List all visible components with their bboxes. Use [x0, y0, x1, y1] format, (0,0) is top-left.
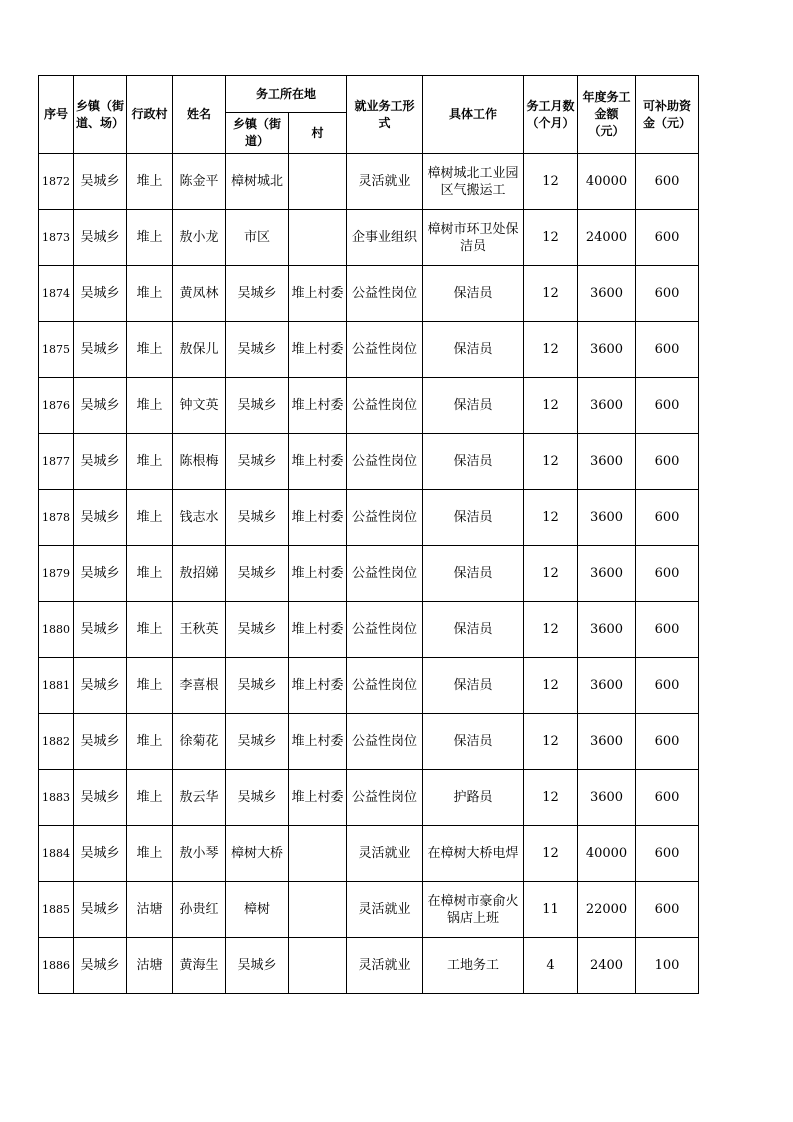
- months-cell: 12: [524, 378, 578, 434]
- job-cell: 保洁员: [423, 490, 524, 546]
- table-row: [39, 602, 699, 658]
- township-cell: 吴城乡: [74, 490, 127, 546]
- header-employment-type: 就业务工形式: [347, 76, 423, 154]
- loc-village-cell: [289, 938, 347, 994]
- annual-income-cell: 3600: [578, 490, 636, 546]
- loc-village-cell: 堆上村委: [289, 378, 347, 434]
- subsidy-cell: 600: [636, 714, 699, 770]
- months-cell: 12: [524, 714, 578, 770]
- loc-township-cell: 吴城乡: [226, 938, 289, 994]
- employment-type-cell: 公益性岗位: [347, 546, 423, 602]
- loc-township-cell: 吴城乡: [226, 266, 289, 322]
- village-cell: 堆上: [127, 826, 173, 882]
- name-cell: 徐菊花: [173, 714, 226, 770]
- table-row: [39, 210, 699, 266]
- village-cell: 堆上: [127, 602, 173, 658]
- subsidy-cell: 600: [636, 546, 699, 602]
- subsidy-cell: 600: [636, 490, 699, 546]
- loc-village-cell: 堆上村委: [289, 434, 347, 490]
- seq-cell: 1873: [39, 210, 74, 266]
- loc-village-cell: 堆上村委: [289, 322, 347, 378]
- seq-cell: 1872: [39, 154, 74, 210]
- loc-township-cell: 吴城乡: [226, 658, 289, 714]
- employment-type-cell: 灵活就业: [347, 938, 423, 994]
- subsidy-cell: 600: [636, 322, 699, 378]
- name-cell: 钱志水: [173, 490, 226, 546]
- annual-income-cell: 3600: [578, 322, 636, 378]
- village-cell: 堆上: [127, 154, 173, 210]
- annual-income-cell: 3600: [578, 434, 636, 490]
- subsidy-cell: 600: [636, 882, 699, 938]
- employment-type-cell: 公益性岗位: [347, 602, 423, 658]
- village-cell: 堆上: [127, 490, 173, 546]
- village-cell: 堆上: [127, 378, 173, 434]
- name-cell: 敖小龙: [173, 210, 226, 266]
- months-cell: 12: [524, 658, 578, 714]
- subsidy-cell: 600: [636, 266, 699, 322]
- annual-income-cell: 2400: [578, 938, 636, 994]
- subsidy-cell: 100: [636, 938, 699, 994]
- township-cell: 吴城乡: [74, 154, 127, 210]
- table-body: [39, 154, 699, 994]
- township-cell: 吴城乡: [74, 602, 127, 658]
- subsidy-cell: 600: [636, 434, 699, 490]
- village-cell: 堆上: [127, 770, 173, 826]
- annual-income-cell: 3600: [578, 770, 636, 826]
- job-cell: 保洁员: [423, 546, 524, 602]
- seq-cell: 1883: [39, 770, 74, 826]
- job-cell: 保洁员: [423, 658, 524, 714]
- loc-village-cell: 堆上村委: [289, 490, 347, 546]
- loc-village-cell: 堆上村委: [289, 770, 347, 826]
- village-cell: 堆上: [127, 322, 173, 378]
- months-cell: 12: [524, 434, 578, 490]
- header-township: 乡镇（街道、场）: [74, 76, 127, 154]
- table-row: [39, 266, 699, 322]
- name-cell: 王秋英: [173, 602, 226, 658]
- seq-cell: 1884: [39, 826, 74, 882]
- header-loc-village: 村: [289, 113, 347, 154]
- annual-income-cell: 40000: [578, 154, 636, 210]
- seq-cell: 1881: [39, 658, 74, 714]
- months-cell: 12: [524, 826, 578, 882]
- loc-village-cell: [289, 882, 347, 938]
- months-cell: 12: [524, 602, 578, 658]
- employment-type-cell: 公益性岗位: [347, 490, 423, 546]
- header-months: 务工月数（个月）: [524, 76, 578, 154]
- seq-cell: 1885: [39, 882, 74, 938]
- seq-cell: 1878: [39, 490, 74, 546]
- table-row: [39, 154, 699, 210]
- township-cell: 吴城乡: [74, 714, 127, 770]
- job-cell: 樟树市环卫处保洁员: [423, 210, 524, 266]
- months-cell: 12: [524, 770, 578, 826]
- table-row: [39, 938, 699, 994]
- loc-township-cell: 吴城乡: [226, 434, 289, 490]
- subsidy-cell: 600: [636, 378, 699, 434]
- header-village: 行政村: [127, 76, 173, 154]
- name-cell: 孙贵红: [173, 882, 226, 938]
- seq-cell: 1880: [39, 602, 74, 658]
- village-cell: 堆上: [127, 546, 173, 602]
- table-row: [39, 378, 699, 434]
- employment-type-cell: 公益性岗位: [347, 378, 423, 434]
- annual-income-cell: 3600: [578, 546, 636, 602]
- seq-cell: 1876: [39, 378, 74, 434]
- village-cell: 沽塘: [127, 882, 173, 938]
- township-cell: 吴城乡: [74, 266, 127, 322]
- job-cell: 护路员: [423, 770, 524, 826]
- table-row: [39, 658, 699, 714]
- annual-income-cell: 3600: [578, 714, 636, 770]
- annual-income-cell: 3600: [578, 266, 636, 322]
- township-cell: 吴城乡: [74, 434, 127, 490]
- months-cell: 4: [524, 938, 578, 994]
- employment-type-cell: 公益性岗位: [347, 658, 423, 714]
- job-cell: 保洁员: [423, 602, 524, 658]
- seq-cell: 1882: [39, 714, 74, 770]
- months-cell: 12: [524, 210, 578, 266]
- job-cell: 在樟树大桥电焊: [423, 826, 524, 882]
- loc-township-cell: 樟树城北: [226, 154, 289, 210]
- loc-village-cell: [289, 154, 347, 210]
- seq-cell: 1875: [39, 322, 74, 378]
- seq-cell: 1886: [39, 938, 74, 994]
- job-cell: 在樟树市豪俞火锅店上班: [423, 882, 524, 938]
- months-cell: 12: [524, 490, 578, 546]
- village-cell: 沽塘: [127, 938, 173, 994]
- job-cell: 工地务工: [423, 938, 524, 994]
- name-cell: 敖云华: [173, 770, 226, 826]
- township-cell: 吴城乡: [74, 826, 127, 882]
- employment-table: [38, 75, 699, 994]
- table-row: [39, 714, 699, 770]
- name-cell: 陈根梅: [173, 434, 226, 490]
- employment-type-cell: 灵活就业: [347, 154, 423, 210]
- village-cell: 堆上: [127, 266, 173, 322]
- loc-township-cell: 樟树: [226, 882, 289, 938]
- loc-township-cell: 吴城乡: [226, 378, 289, 434]
- employment-type-cell: 公益性岗位: [347, 434, 423, 490]
- header-job: 具体工作: [423, 76, 524, 154]
- loc-township-cell: 吴城乡: [226, 770, 289, 826]
- name-cell: 黄海生: [173, 938, 226, 994]
- village-cell: 堆上: [127, 434, 173, 490]
- name-cell: 李喜根: [173, 658, 226, 714]
- annual-income-cell: 40000: [578, 826, 636, 882]
- employment-type-cell: 公益性岗位: [347, 714, 423, 770]
- loc-township-cell: 吴城乡: [226, 602, 289, 658]
- township-cell: 吴城乡: [74, 770, 127, 826]
- loc-village-cell: [289, 826, 347, 882]
- annual-income-cell: 3600: [578, 378, 636, 434]
- annual-income-cell: 3600: [578, 602, 636, 658]
- subsidy-cell: 600: [636, 154, 699, 210]
- seq-cell: 1879: [39, 546, 74, 602]
- name-cell: 敖保儿: [173, 322, 226, 378]
- months-cell: 12: [524, 266, 578, 322]
- township-cell: 吴城乡: [74, 378, 127, 434]
- name-cell: 敖小琴: [173, 826, 226, 882]
- township-cell: 吴城乡: [74, 938, 127, 994]
- table-row: [39, 826, 699, 882]
- employment-type-cell: 灵活就业: [347, 826, 423, 882]
- job-cell: 保洁员: [423, 266, 524, 322]
- loc-township-cell: 吴城乡: [226, 322, 289, 378]
- job-cell: 保洁员: [423, 714, 524, 770]
- seq-cell: 1877: [39, 434, 74, 490]
- loc-township-cell: 吴城乡: [226, 490, 289, 546]
- township-cell: 吴城乡: [74, 322, 127, 378]
- job-cell: 樟树城北工业园区气搬运工: [423, 154, 524, 210]
- township-cell: 吴城乡: [74, 210, 127, 266]
- loc-village-cell: 堆上村委: [289, 714, 347, 770]
- village-cell: 堆上: [127, 714, 173, 770]
- job-cell: 保洁员: [423, 434, 524, 490]
- months-cell: 12: [524, 154, 578, 210]
- header-loc-township: 乡镇（街道）: [226, 113, 289, 154]
- months-cell: 12: [524, 546, 578, 602]
- name-cell: 钟文英: [173, 378, 226, 434]
- months-cell: 11: [524, 882, 578, 938]
- loc-township-cell: 吴城乡: [226, 546, 289, 602]
- header-seq: 序号: [39, 76, 74, 154]
- employment-type-cell: 灵活就业: [347, 882, 423, 938]
- annual-income-cell: 24000: [578, 210, 636, 266]
- header-subsidy: 可补助资金（元）: [636, 76, 699, 154]
- village-cell: 堆上: [127, 210, 173, 266]
- table-row: [39, 490, 699, 546]
- job-cell: 保洁员: [423, 378, 524, 434]
- employment-type-cell: 公益性岗位: [347, 770, 423, 826]
- employment-type-cell: 企事业组织: [347, 210, 423, 266]
- name-cell: 黄凤林: [173, 266, 226, 322]
- subsidy-cell: 600: [636, 210, 699, 266]
- loc-village-cell: [289, 210, 347, 266]
- annual-income-cell: 22000: [578, 882, 636, 938]
- employment-type-cell: 公益性岗位: [347, 322, 423, 378]
- loc-township-cell: 樟树大桥: [226, 826, 289, 882]
- header-annual-income: 年度务工金额（元）: [578, 76, 636, 154]
- months-cell: 12: [524, 322, 578, 378]
- seq-cell: 1874: [39, 266, 74, 322]
- township-cell: 吴城乡: [74, 546, 127, 602]
- table-row: [39, 770, 699, 826]
- loc-township-cell: 吴城乡: [226, 714, 289, 770]
- annual-income-cell: 3600: [578, 658, 636, 714]
- village-cell: 堆上: [127, 658, 173, 714]
- table-row: [39, 434, 699, 490]
- loc-village-cell: 堆上村委: [289, 658, 347, 714]
- subsidy-cell: 600: [636, 602, 699, 658]
- subsidy-cell: 600: [636, 826, 699, 882]
- loc-village-cell: 堆上村委: [289, 602, 347, 658]
- name-cell: 敖招娣: [173, 546, 226, 602]
- job-cell: 保洁员: [423, 322, 524, 378]
- table-row: [39, 322, 699, 378]
- table-row: [39, 546, 699, 602]
- township-cell: 吴城乡: [74, 658, 127, 714]
- loc-township-cell: 市区: [226, 210, 289, 266]
- header-work-location: 务工所在地: [226, 76, 347, 113]
- table-row: [39, 882, 699, 938]
- subsidy-cell: 600: [636, 770, 699, 826]
- township-cell: 吴城乡: [74, 882, 127, 938]
- loc-village-cell: 堆上村委: [289, 546, 347, 602]
- name-cell: 陈金平: [173, 154, 226, 210]
- subsidy-cell: 600: [636, 658, 699, 714]
- header-name: 姓名: [173, 76, 226, 154]
- loc-village-cell: 堆上村委: [289, 266, 347, 322]
- employment-type-cell: 公益性岗位: [347, 266, 423, 322]
